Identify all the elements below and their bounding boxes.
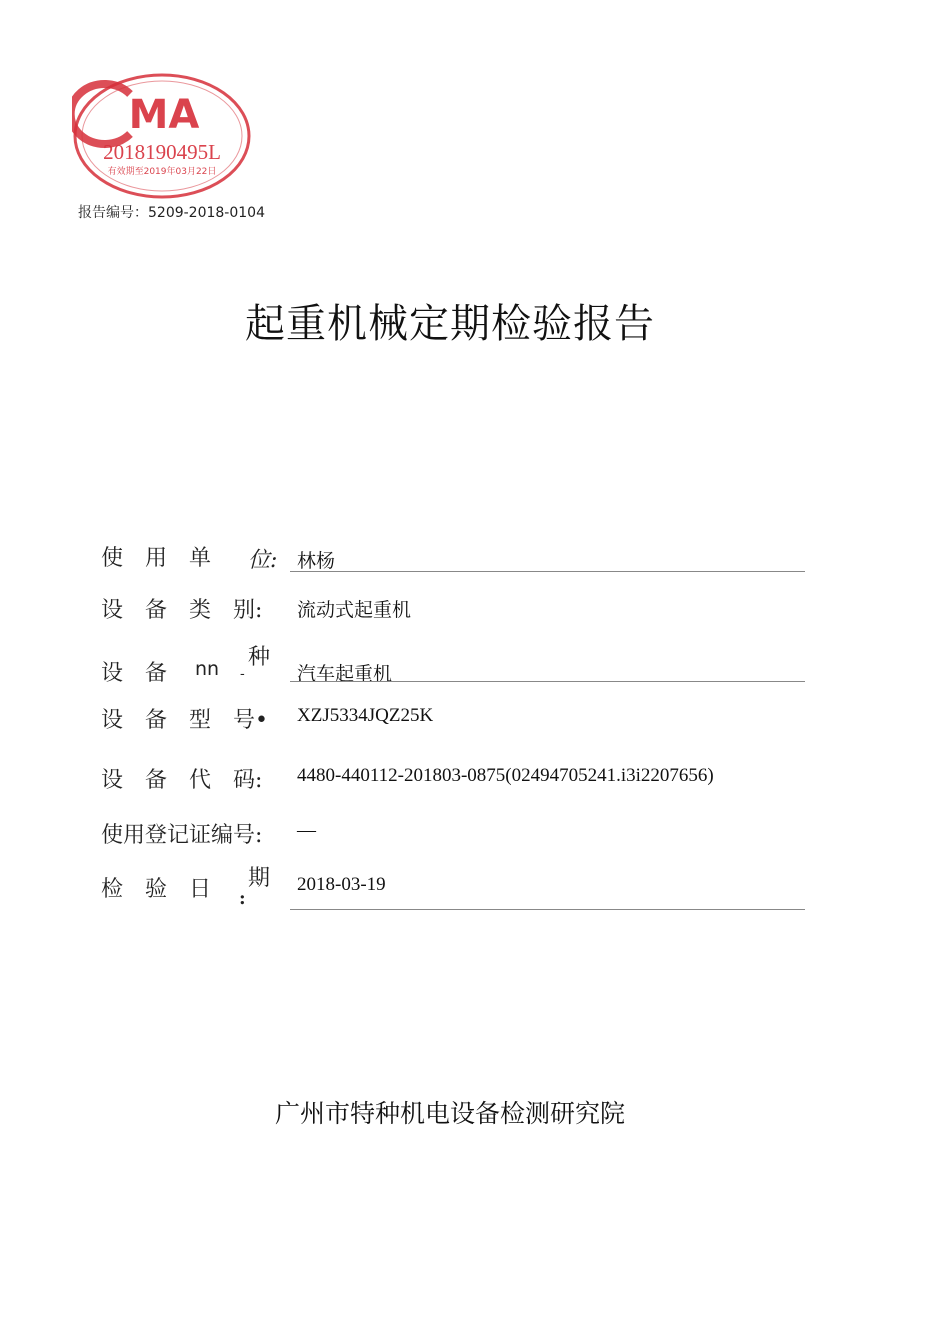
seal-number: 2018190495L <box>103 140 221 164</box>
field-underline <box>290 571 805 572</box>
cma-seal <box>72 72 252 200</box>
field-label-equipment-category: 设 备 类 别: <box>101 598 263 623</box>
field-value-user-unit: 林杨 <box>297 550 336 572</box>
field-value-equipment-category: 流动式起重机 <box>297 599 412 621</box>
field-label-equipment-code: 设 备 代 码: <box>101 768 263 793</box>
seal-validity: 有效期至2019年03月22日 <box>107 167 217 177</box>
field-label-equipment-model: 设 备 型 号• <box>101 708 268 733</box>
field-label-equipment-variety-d: - <box>240 666 245 682</box>
field-value-equipment-variety: 汽车起重机 <box>297 663 393 685</box>
field-label-user-unit-tail: 位: <box>248 548 278 573</box>
issuing-institute: 广州市特种机电设备检测研究院 <box>274 1099 625 1128</box>
report-number: 报告编号：5209-2018-0104 <box>78 205 265 221</box>
field-label-user-unit: 使 用 单 <box>101 546 234 571</box>
seal-logo: MA <box>128 92 200 138</box>
field-underline <box>290 909 805 910</box>
field-label-inspection-date: 检 验 日 <box>101 877 212 902</box>
field-value-inspection-date: 2018-03-19 <box>297 874 386 895</box>
field-value-registration-number: — <box>297 820 316 841</box>
field-value-equipment-code: 4480-440112-201803-0875(02494705241.i3i2207656) <box>297 765 714 786</box>
field-value-equipment-model: XZJ5334JQZ25K <box>297 705 434 726</box>
field-label-equipment-variety-b: nn <box>195 658 220 680</box>
field-underline <box>290 681 805 682</box>
field-label-inspection-date-b: 期 <box>248 866 271 891</box>
field-label-registration-number: 使用登记证编号: <box>101 823 263 848</box>
field-label-equipment-variety: 设 备 <box>101 661 190 686</box>
field-label-inspection-date-c: : <box>239 888 246 909</box>
page-title: 起重机械定期检验报告 <box>245 301 655 347</box>
field-label-equipment-variety-c: 种 <box>248 645 271 670</box>
